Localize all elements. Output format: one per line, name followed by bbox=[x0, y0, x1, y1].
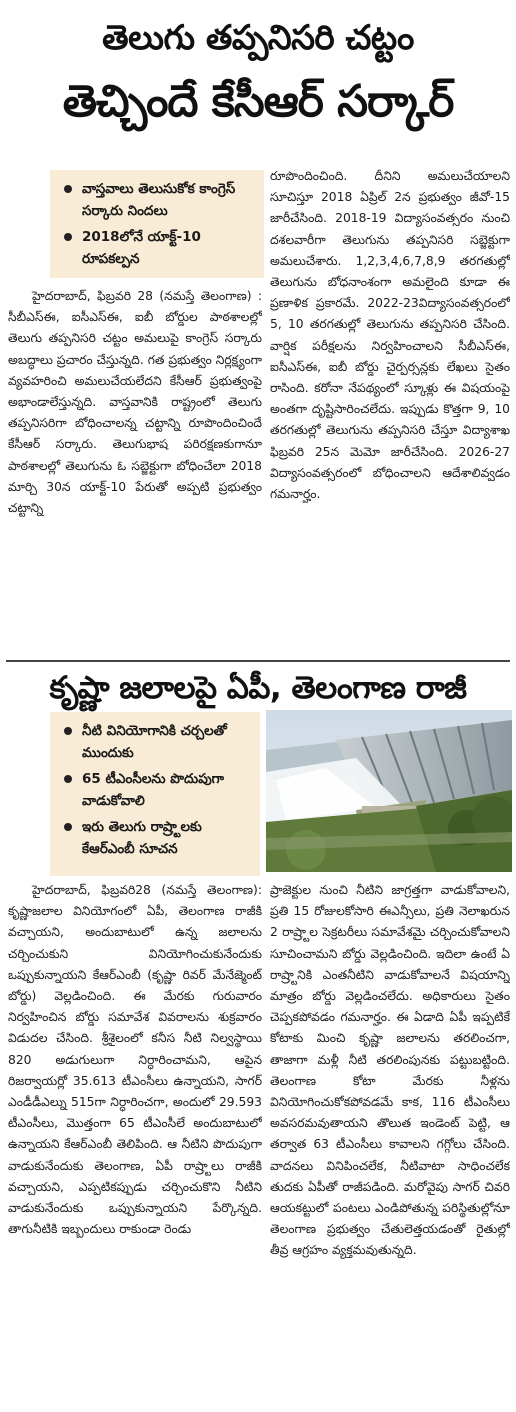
article2-headline: కృష్ణా జలాలపై ఏపీ, తెలంగాణ రాజీ bbox=[49, 670, 467, 706]
article2-left-column bbox=[8, 880, 262, 1400]
article2-highlights-box bbox=[50, 712, 260, 876]
article2-highlight-item: ఇరు తెలుగు రాష్ర్టాలకు కేఆర్ఎంబీ సూచన bbox=[62, 816, 250, 860]
article2-right-text: ప్రాజెక్టుల నుంచి నీటిని జాగ్రత్తగా వాడుకోవాలని, ప్రతి 15 రోజులకోసారి ఈఎన్సీలు, ప్రతి నెలాఖరున 2 రాష్ర్టాల సెక్రటరీలు సమావేశమై చర్చించుకోవాలని సూచించామని బోర్డు వెల్లడించింది. ఇదిలా ఉంటే ఏ రాష్ర్టానికి ఎంతనీటిని వాడుకోవాలనే విషయాన్ని మాత్రం బోర్డు వెల్లడించలేదు. అధికారులు సైతం చెప్పకపోవడం గమనార్హం. ఈ ఏడాది ఏపీ ఇప్పటికే కోటాకు మించి కృష్ణా జలాలను తరలించగా, తాజాగా మళ్లీ నీటి తరలింపునకు పట్టుబట్టింది. తెలంగాణ కోటా మేరకు నీళ్లను వినియోగించుకోకపోవడమే కాక, 116 టీఎంసీలు అవసరమవుతాయని తొలుత ఇండెంట్ పెట్టి, ఆ తర్వాత 63 టీఎంసీలు కావాలని గగ్గోలు చేసింది. వాదనలు వినిపించలేక, నీటివాటా సాధించలేక తుదకు ఏపీతో రాజీపడింది. మరోవైపు సాగర్ చివరి ఆయకట్టులో పంటలు ఎండిపోతున్న పరిస్థితుల్లోనూ తెలంగాణ ప్రభుత్వం చేతులెత్తయడంతో రైతుల్లో తీవ్ర ఆగ్రహం వ్యక్తమవుతున్నది. bbox=[270, 883, 510, 1258]
article-separator bbox=[6, 660, 510, 662]
article1-headline-line2: తెచ్చిందే కేసీఆర్ సర్కార్ bbox=[62, 76, 454, 127]
article2-highlight-item: నీటి వినియోగానికి చర్చలతో ముందుకు bbox=[62, 720, 250, 764]
article1-left-text: హైదరాబాద్, ఫిబ్రవరి 28 (నమస్తే తెలంగాణ) : సీబీఎస్ఈ, ఐసీఎస్ఈ, ఐబీ బోర్డుల పాఠశాలల్లో తెలుగు తప్పనిసరి చట్టం అమలుపై కాంగ్రెస్ సర్కారు అబద్ధాలు ప్రచారం చేస్తున్నది. గత ప్రభుత్వం నిర్లక్ష్యంగా వ్యవహరించి అమలుచేయలేదని కేసీఆర్ ప్రభుత్వంపై అభాండాలేస్తున్నది. వాస్తవానికి రాష్ట్రంలో తెలుగు తప్పనిసరిగా బోధించాలన్న చట్టాన్ని రూపొందించిందే కేసీఆర్ సర్కారు. తెలుగుభాష పరిరక్షణకుగానూ పాఠశాలల్లో తెలుగును ఓ సబ్జెక్టుగా బోధించేలా 2018 మార్చి 30న యాక్ట్-10 పేరుతో అప్పటి ప్రభుత్వం చట్టాన్ని bbox=[8, 289, 262, 516]
dam-photo bbox=[266, 710, 512, 872]
article2-left-text: హైదరాబాద్, ఫిబ్రవరి28 (నమస్తే తెలంగాణ): కృష్ణాజలాల వినియోగంలో ఏపీ, తెలంగాణ రాజీకి వచ్చాయని, అందుబాటులో ఉన్న జలాలను చర్చించుకుని వినియోగించుకునేందుకు ఒప్పుకున్నాయని కేఆర్ఎంబీ (కృష్ణా రివర్ మేనేజ్మెంట్ బోర్డు) వెల్లడించింది. ఈ మేరకు గురువారం నిర్వహించిన బోర్డు సమావేశ వివరాలను శుక్రవారం విడుదల చేసింది. శ్రీశైలంలో కనీస నీటి నిల్వస్థాయి 820 అడుగులుగా నిర్ధారించామని, ఆపైన రిజర్వాయర్లో 35.613 టీఎంసీలు ఉన్నాయని, సాగర్ ఎండీడీఎల్ను 515గా నిర్ధారించగా, అందులో 29.593 టీఎంసీలు, మొత్తంగా 65 టీఎంసీలే అందుబాటులో ఉన్నాయని కేఆర్ఎంబీ తెలిపింది. ఆ నీటిని పొదుపుగా వాడుకునేందుకు తెలంగాణ, ఏపీ రాష్ర్టాలు రాజీకి వచ్చాయని, ఎప్పటికప్పుడు చర్చించుకొని నీటిని వాడుకునేందుకు ఒప్పుకున్నాయని పేర్కొన్నది. తాగునీటికి ఇబ్బందులు రాకుండా రెండు bbox=[8, 883, 262, 1237]
article1-left-column bbox=[8, 286, 262, 648]
article1-highlight-item: వాస్తవాలు తెలుసుకోక కాంగ్రెస్ సర్కారు నిందలు bbox=[62, 178, 254, 222]
article1-right-column bbox=[270, 166, 510, 648]
article1-headline-line1: తెలుగు తప్పనిసరి చట్టం bbox=[102, 18, 414, 58]
article2-highlight-item: 65 టీఎంసీలను పొదుపుగా వాడుకోవాలి bbox=[62, 768, 250, 812]
article2-right-column bbox=[270, 880, 510, 1400]
article1-right-text: రూపొందించింది. దీనిని అమలుచేయాలని సూచిస్తూ 2018 ఏప్రిల్ 2న ప్రభుత్వం జీవో-15 జారీచేసింది. 2018-19 విద్యాసంవత్సరం నుంచి దశలవారీగా తెలుగును తప్పనిసరి సబ్జెక్టుగా అమలుచేశారు. 1,2,3,4,6,7,8,9 తరగతుల్లో తెలుగును బోధనాంశంగా అమలైంది కూడా ఈ ప్రణాళిక ప్రకారమే. 2022-23విద్యాసంవత్సరంలో 5, 10 తరగతుల్లో తెలుగును తప్పనిసరి చేసింది. వార్షిక పరీక్షలను నిర్వహించాలని సీబీఎస్ఈ, ఐసీఎస్ఈ, ఐబీ బోర్డు చైర్పర్సన్లకు లేఖలు సైతం రాసింది. కరోనా నేపథ్యంలో స్కూళ్లు ఈ విషయంపై అంతగా దృష్టిసారించలేదు. ఇప్పుడు కొత్తగా 9, 10 తరగతుల్లో తెలుగును తప్పనిసరి చేస్తూ విద్యాశాఖ ఫిబ్రవరి 25న మెమో జారీచేసింది. 2026-27 విద్యాసంవత్సరంలో బోధించాలని ఆదేశాలివ్వడం గమనార్హం. bbox=[270, 169, 510, 502]
article1-highlight-item: 2018లోనే యాక్ట్-10 రూపకల్పన bbox=[62, 226, 254, 270]
article1-highlights-box bbox=[50, 170, 264, 278]
